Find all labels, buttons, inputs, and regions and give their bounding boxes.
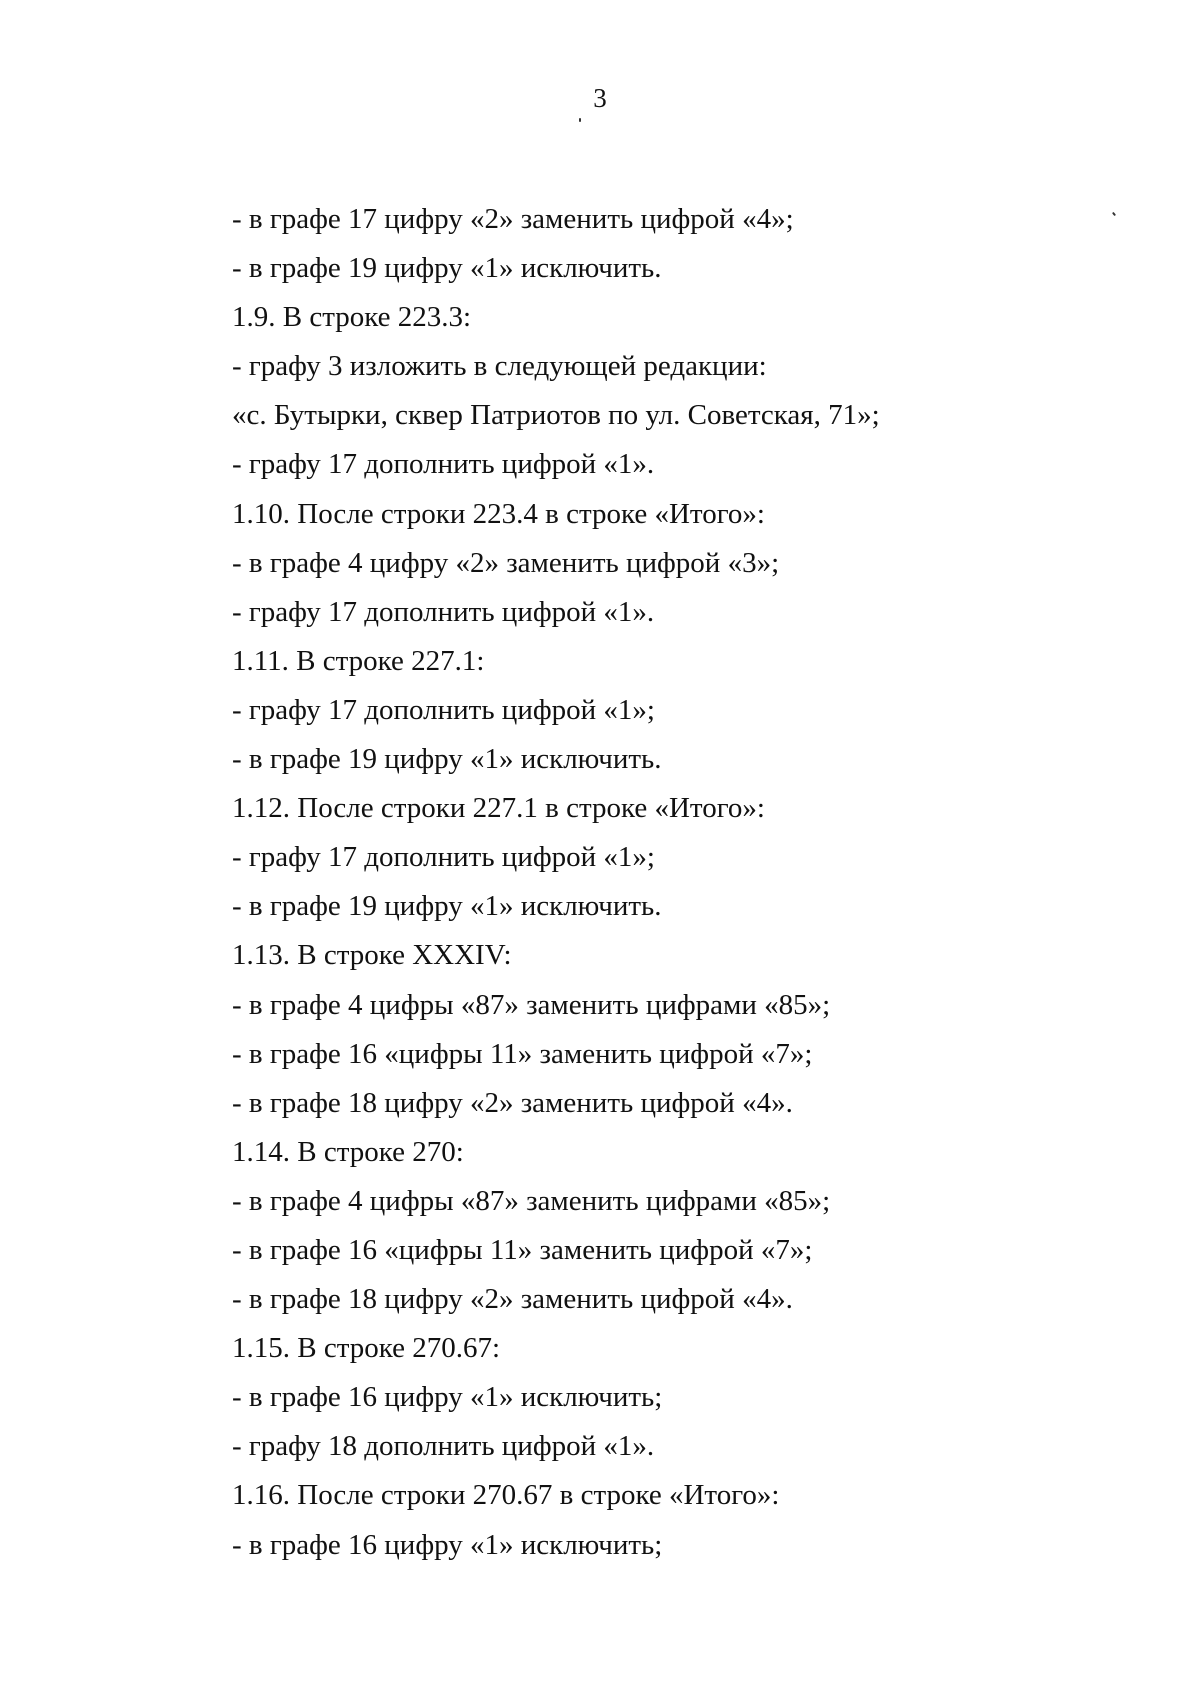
text-line: - в графе 19 цифру «1» исключить. — [232, 890, 662, 923]
section-heading: 1.15. В строке 270.67: — [232, 1332, 501, 1365]
section-heading: 1.10. После строки 223.4 в строке «Итого»: — [232, 497, 765, 530]
text-line: - в графе 16 цифру «1» исключить; — [232, 1381, 663, 1414]
text-line: - в графе 4 цифры «87» заменить цифрами «85»; — [232, 1184, 831, 1217]
text-line: - графу 18 дополнить цифрой «1». — [232, 1430, 655, 1463]
section-heading: 1.11. В строке 227.1: — [232, 644, 485, 677]
text-line: - графу 3 изложить в следующей редакции: — [232, 350, 767, 383]
text-line: - в графе 16 «цифры 11» заменить цифрой «7»; — [232, 1233, 813, 1266]
section-heading: 1.14. В строке 270: — [232, 1135, 464, 1168]
section-heading: 1.9. В строке 223.3: — [232, 301, 472, 334]
page-number: 3 — [593, 83, 607, 113]
text-line: - в графе 18 цифру «2» заменить цифрой «4». — [232, 1086, 793, 1119]
section-heading: 1.16. После строки 270.67 в строке «Итого»: — [232, 1479, 780, 1512]
document-body — [232, 195, 1112, 1570]
text-line: - в графе 4 цифры «87» заменить цифрами «85»; — [232, 988, 831, 1021]
text-line: - графу 17 дополнить цифрой «1». — [232, 448, 655, 481]
text-line: - в графе 16 цифру «1» исключить; — [232, 1528, 663, 1561]
scan-speck — [579, 118, 581, 122]
text-line: - графу 17 дополнить цифрой «1»; — [232, 693, 655, 726]
section-heading: 1.12. После строки 227.1 в строке «Итого»: — [232, 792, 765, 825]
text-line: - графу 17 дополнить цифрой «1»; — [232, 841, 655, 874]
text-line: - в графе 17 цифру «2» заменить цифрой «4»; — [232, 203, 794, 235]
quoted-address: «с. Бутырки, сквер Патриотов по ул. Советская, 71»; — [232, 399, 880, 432]
text-line: - в графе 4 цифру «2» заменить цифрой «3»; — [232, 546, 780, 579]
text-line: - в графе 16 «цифры 11» заменить цифрой «7»; — [232, 1037, 813, 1070]
text-line: - в графе 19 цифру «1» исключить. — [232, 252, 662, 285]
section-heading: 1.13. В строке XXXIV: — [232, 939, 512, 972]
text-line: - в графе 19 цифру «1» исключить. — [232, 743, 662, 776]
text-line: - в графе 18 цифру «2» заменить цифрой «4». — [232, 1283, 793, 1316]
text-line: - графу 17 дополнить цифрой «1». — [232, 595, 655, 628]
scan-speck — [1112, 212, 1116, 216]
